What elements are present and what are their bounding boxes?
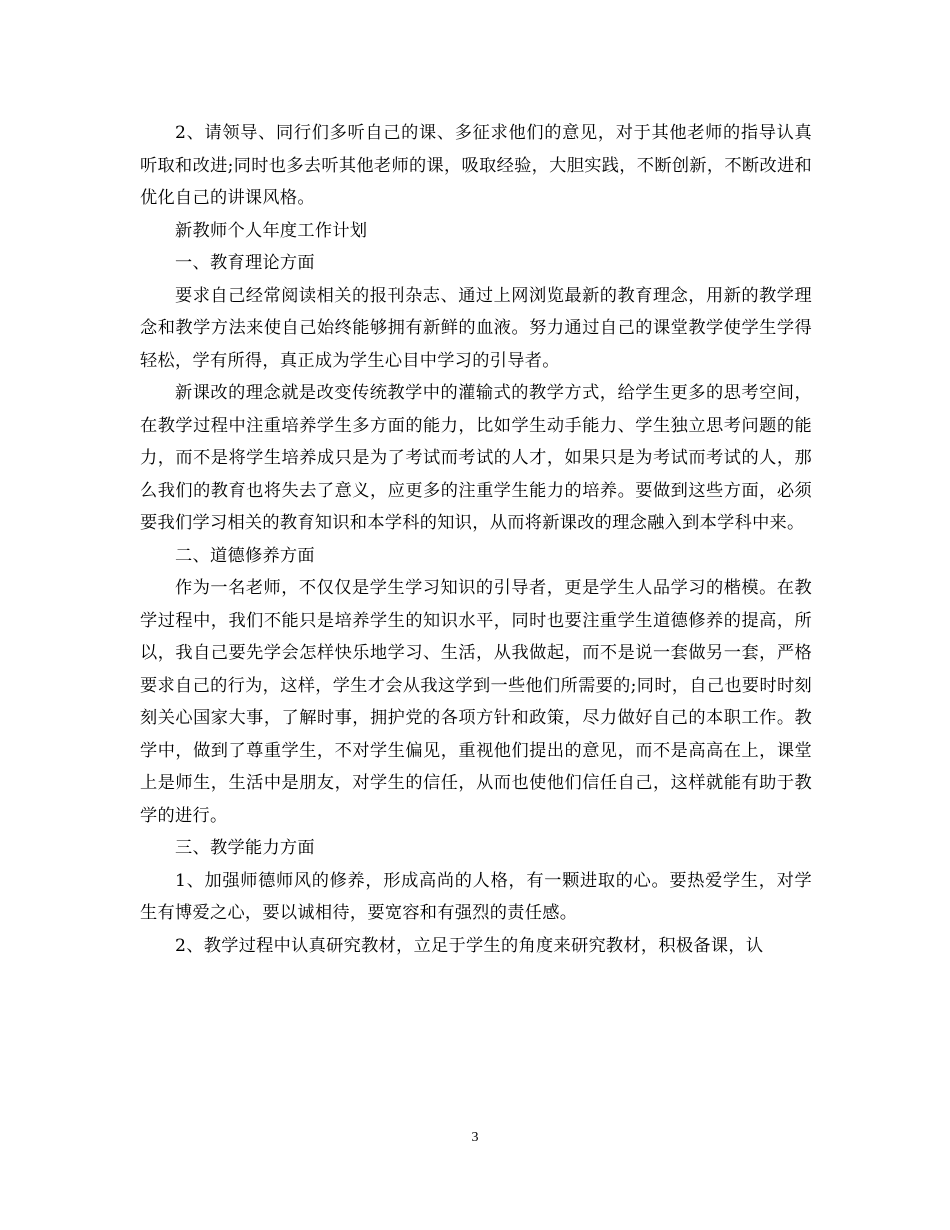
paragraph-reading-study: 要求自己经常阅读相关的报刊杂志、通过上网浏览最新的教育理念，用新的教学理念和教学方法来使自己始终能够拥有新鲜的血液。努力通过自己的课堂教学使学生学得轻松，学有所得，真正成为学生心目中学习的引导者。: [140, 285, 812, 371]
paragraph-role-model: 作为一名老师，不仅仅是学生学习知识的引导者，更是学生人品学习的楷模。在教学过程中，我们不能只是培养学生的知识水平，同时也要注重学生道德修养的提高，所以，我自己要先学会怎样快乐地学习、生活，从我做起，而不是说一套做另一套，严格要求自己的行为，这样，学生才会从我这学到一些他们所需要的;同时，自己也要时时刻刻关心国家大事，了解时事，拥护党的各项方针和政策，尽力做好自己的本职工作。教学中，做到了尊重学生，不对学生偏见，重视他们提出的意见，而不是高高在上，课堂上是师生，生活中是朋友，对学生的信任，从而也使他们信任自己，这样就能有助于教学的进行。: [140, 578, 812, 826]
heading-teaching-ability: 三、教学能力方面: [175, 838, 315, 858]
section-title-annual-plan: 新教师个人年度工作计划: [175, 220, 368, 241]
heading-education-theory: 一、教育理论方面: [175, 253, 315, 273]
paragraph-lecture-feedback: 2、请领导、同行们多听自己的课、多征求他们的意见，对于其他老师的指导认真听取和改进;同时也多去听其他老师的课，吸取经验，大胆实践，不断创新，不断改进和优化自己的讲课风格。: [140, 123, 812, 208]
document-body: [140, 117, 812, 962]
paragraph-curriculum-reform: 新课改的理念就是改变传统教学中的灌输式的教学方式，给学生更多的思考空间，在教学过程中注重培养学生多方面的能力，比如学生动手能力、学生独立思考问题的能力，而不是将学生培养成只是为了考试而考试的人才，如果只是为考试而考试的人，那么我们的教育也将失去了意义，应更多的注重学生能力的培养。要做到这些方面，必须要我们学习相关的教育知识和本学科的知识，从而将新课改的理念融入到本学科中来。: [140, 383, 812, 533]
paragraph-teacher-ethics: 1、加强师德师风的修养，形成高尚的人格，有一颗进取的心。要热爱学生，对学生有博爱之心，要以诚相待，要宽容和有强烈的责任感。: [140, 870, 812, 923]
heading-moral-cultivation: 二、道德修养方面: [175, 545, 315, 566]
paragraph-textbook-research: 2、教学过程中认真研究教材，立足于学生的角度来研究教材，积极备课，认: [175, 935, 764, 956]
page-number: 3: [471, 1130, 479, 1145]
